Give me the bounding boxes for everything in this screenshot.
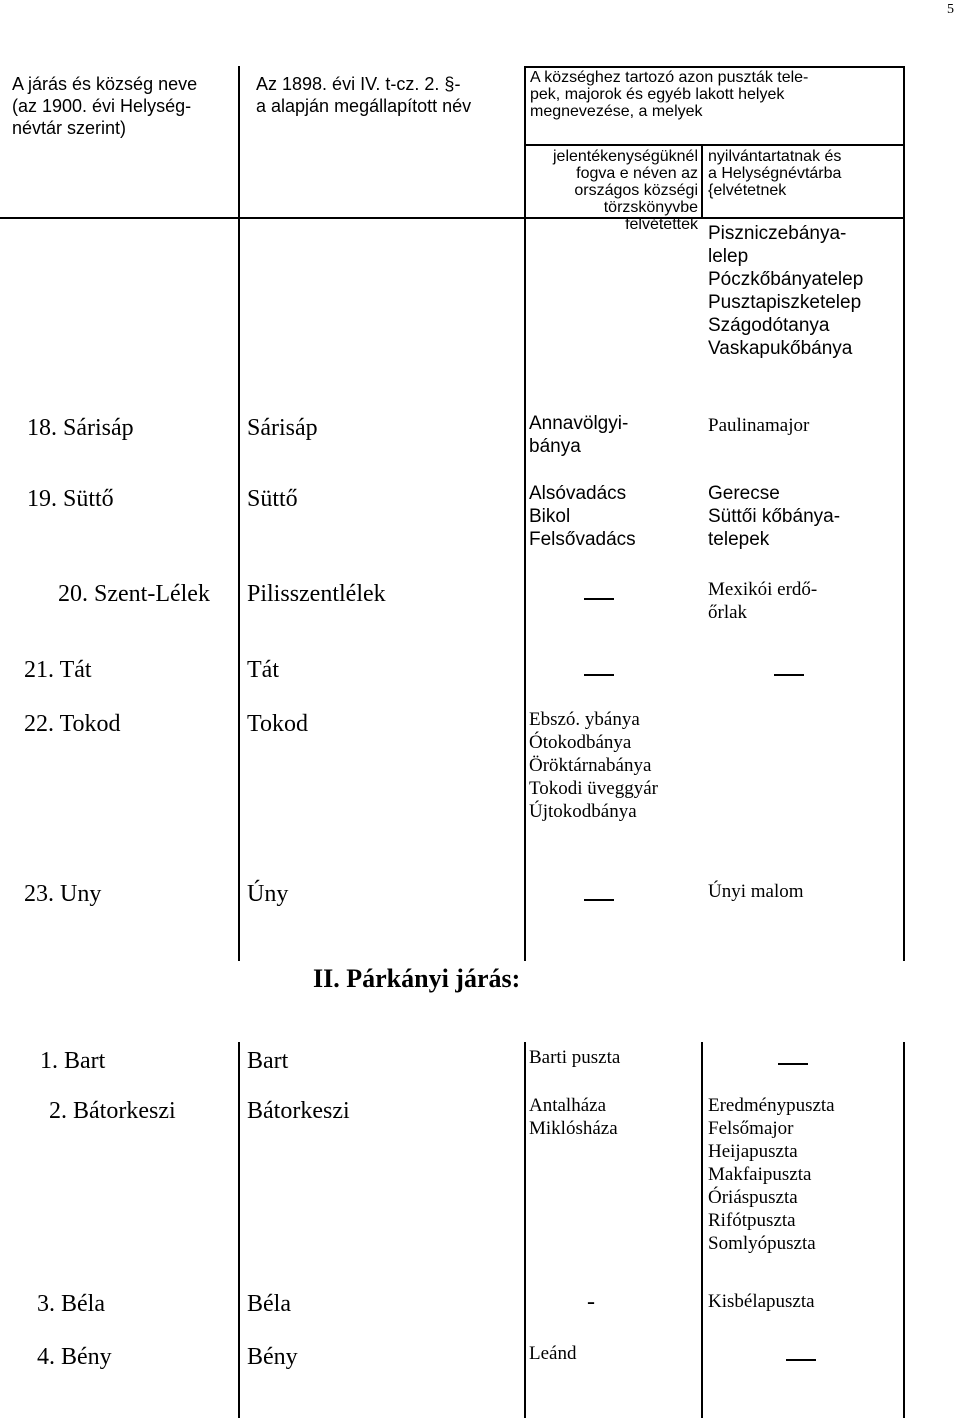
- page-number: 5: [947, 2, 954, 17]
- s2-row-1-listed-dash: [778, 1063, 808, 1065]
- row-21-registered-dash: [584, 674, 614, 676]
- row-23-name: 23. Uny: [24, 881, 102, 907]
- row-19-listed: Gerecse Süttői kőbánya- telepek: [708, 483, 841, 550]
- row-20-listed: Mexikói erdő- őrlak: [708, 579, 818, 623]
- s2-row-3-official: Béla: [247, 1291, 291, 1317]
- row-22-official: Tokod: [247, 711, 308, 737]
- row-18-name: 18. Sárisáp: [27, 415, 134, 441]
- row-21-name: 21. Tát: [24, 657, 92, 683]
- col-divider-2: [524, 66, 526, 961]
- col-divider-3-s2: [701, 1042, 703, 1418]
- s2-row-4-name: 4. Bény: [37, 1344, 112, 1370]
- section2-title: II. Párkányi járás:: [313, 964, 521, 993]
- header-col1: A járás és község neve (az 1900. évi Helység- névtár szerint): [12, 74, 198, 138]
- row-18-registered: Annavölgyi- bánya: [529, 413, 629, 457]
- header-col3a: jelentékenységüknél fogva e néven az országos községi törzskönyvbe felvétettek: [553, 148, 698, 233]
- header-col3b: nyilvántartatnak és a Helységnévtárba {elvétetnek: [708, 148, 842, 199]
- row-22-registered: Ebszó. ybánya Ótokodbánya Öröktárnabánya Tokodi üveggyár Újtokodbánya: [529, 709, 659, 822]
- col-divider-4: [903, 66, 905, 961]
- header-col2: Az 1898. évi IV. t-cz. 2. §- a alapján megállapított név: [256, 74, 472, 116]
- row-18-listed: Paulinamajor: [708, 415, 810, 436]
- row-23-listed: Únyi malom: [708, 881, 804, 902]
- s2-row-4-listed-dash: [786, 1359, 816, 1361]
- s2-row-4-registered: Leánd: [529, 1343, 577, 1364]
- carryover-list: Piszniczebánya- lelep Póczkőbányatelep Pusztapiszketelep Szágodótanya Vaskapukőbánya: [708, 223, 864, 359]
- col-divider-4-s2: [903, 1042, 905, 1418]
- row-18-official: Sárisáp: [247, 415, 318, 441]
- s2-row-3-registered: -: [587, 1289, 595, 1315]
- row-23-official: Úny: [247, 881, 289, 907]
- row-19-official: Süttő: [247, 486, 298, 512]
- s2-row-1-registered: Barti puszta: [529, 1047, 621, 1068]
- s2-row-2-listed: Eredménypuszta Felsőmajor Heijapuszta Makfaipuszta Óriáspuszta Rifótpuszta Somlyópuszta: [708, 1095, 835, 1254]
- row-23-registered-dash: [584, 899, 614, 901]
- row-21-listed-dash: [774, 674, 804, 676]
- header-col3-rule: [525, 144, 904, 146]
- row-20-registered-dash: [584, 598, 614, 600]
- s2-row-1-name: 1. Bart: [40, 1048, 106, 1074]
- s2-row-1-official: Bart: [247, 1048, 289, 1074]
- s2-row-2-official: Bátorkeszi: [247, 1098, 350, 1124]
- header-top-rule: [525, 66, 904, 68]
- row-19-name: 19. Süttő: [27, 486, 114, 512]
- row-20-name: 20. Szent-Lélek: [58, 581, 210, 607]
- header-bottom-rule: [0, 217, 904, 219]
- col-divider-1: [238, 66, 240, 961]
- row-20-official: Pilisszentlélek: [247, 581, 386, 607]
- row-19-registered: Alsóvadács Bikol Felsővadács: [529, 483, 636, 550]
- row-21-official: Tát: [247, 657, 279, 683]
- s2-row-2-name: 2. Bátorkeszi: [49, 1098, 176, 1124]
- col-divider-3: [701, 144, 703, 217]
- col-divider-2-s2: [524, 1042, 526, 1418]
- s2-row-3-listed: Kisbélapuszta: [708, 1291, 815, 1312]
- row-22-name: 22. Tokod: [24, 711, 121, 737]
- s2-row-4-official: Bény: [247, 1344, 298, 1370]
- col-divider-1-s2: [238, 1042, 240, 1418]
- s2-row-2-registered: Antalháza Miklósháza: [529, 1095, 618, 1139]
- header-col3-top: A községhez tartozó azon puszták tele- pek, majorok és egyéb lakott helyek megnevezése, a melyek: [530, 69, 809, 120]
- s2-row-3-name: 3. Béla: [37, 1291, 105, 1317]
